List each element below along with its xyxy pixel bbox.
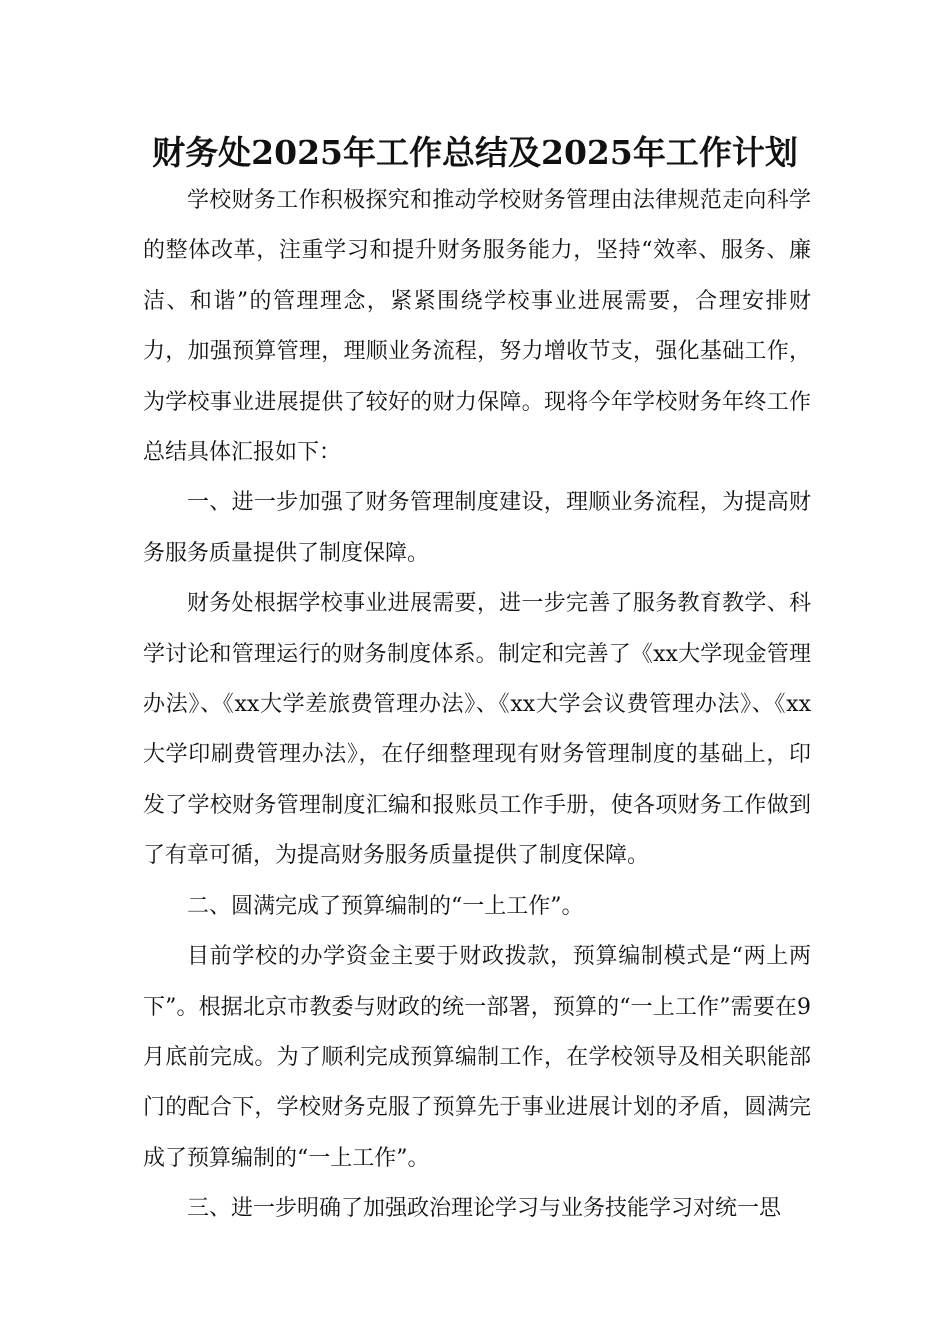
paragraph-section-2-body: 目前学校的办学资金主要于财政拨款，预算编制模式是“两上两下”。根据北京市教委与财政的统一部署，预算的“一上工作”需要在9月底前完成。为了顺利完成预算编制工作，在学校领导及相关职能部门的配合下，学校财务克服了预算先于事业进展计划的矛盾，圆满完成了预算编制的“一上工作”。: [143, 944, 811, 1171]
paragraph-section-1-heading: 一、进一步加强了财务管理制度建设，理顺业务流程，为提高财务服务质量提供了制度保障。: [143, 490, 811, 566]
paragraph-section-2-heading: 二、圆满完成了预算编制的“一上工作”。: [187, 893, 584, 919]
paragraph-section-1-body: 财务处根据学校事业进展需要，进一步完善了服务教育教学、科学讨论和管理运行的财务制度体系。制定和完善了《xx大学现金管理办法》、《xx大学差旅费管理办法》、《xx大学会议费管理办法》、《xx大学印刷费管理办法》，在仔细整理现有财务管理制度的基础上，印发了学校财务管理制度汇编和报账员工作手册，使各项财务工作做到了有章可循，为提高财务服务质量提供了制度保障。: [143, 591, 811, 869]
paragraph-section-3-heading: 三、进一步明确了加强政治理论学习与业务技能学习对统一思: [187, 1196, 782, 1222]
document-title: 财务处2025年工作总结及2025年工作计划: [152, 133, 798, 172]
document-body: [143, 176, 811, 1235]
paragraph-intro: 学校财务工作积极探究和推动学校财务管理由法律规范走向科学的整体改革，注重学习和提升财务服务能力，坚持“效率、服务、廉洁、和谐”的管理理念，紧紧围绕学校事业进展需要，合理安排财力，加强预算管理，理顺业务流程，努力增收节支，强化基础工作，为学校事业进展提供了较好的财力保障。现将今年学校财务年终工作总结具体汇报如下：: [143, 188, 811, 466]
